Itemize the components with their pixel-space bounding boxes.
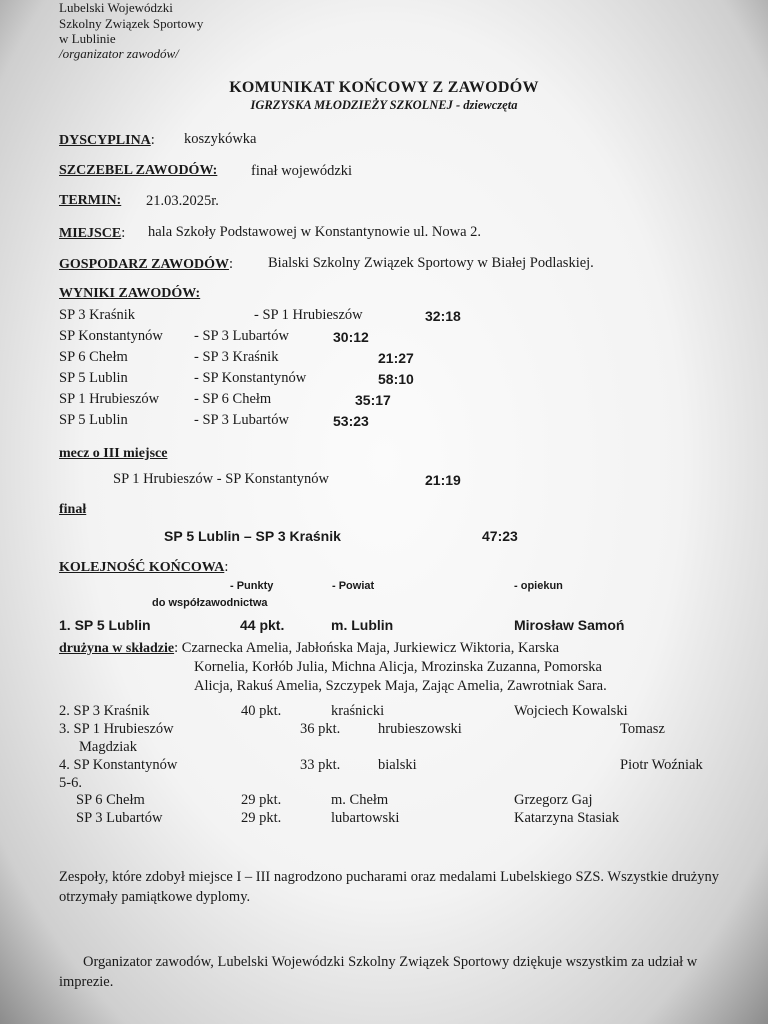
host-value: Bialski Szkolny Związek Sportowy w Białej Podlaskiej. bbox=[268, 255, 594, 271]
document-subtitle: IGRZYSKA MŁODZIEŻY SZKOLNEJ - dziewczęta bbox=[250, 98, 518, 112]
third-place-label: mecz o III miejsce bbox=[59, 446, 168, 461]
result-score: 58:10 bbox=[378, 371, 414, 387]
header-district: - Powiat bbox=[332, 580, 375, 592]
host-label: GOSPODARZ ZAWODÓW bbox=[59, 257, 229, 272]
field-discipline bbox=[59, 131, 155, 149]
result-home: SP 3 Kraśnik bbox=[59, 307, 135, 323]
result-home: SP 6 Chełm bbox=[59, 349, 128, 365]
organizer-line-1: Lubelski Wojewódzki bbox=[59, 0, 173, 15]
standing-place: 4. SP Konstantynów bbox=[59, 757, 178, 773]
standing-place: SP 6 Chełm bbox=[76, 792, 145, 808]
document-title: KOMUNIKAT KOŃCOWY Z ZAWODÓW bbox=[229, 79, 539, 96]
result-score: 53:23 bbox=[333, 413, 369, 429]
result-score: 30:12 bbox=[333, 329, 369, 345]
standing-district: lubartowski bbox=[331, 810, 400, 826]
header-points-sub: do współzawodnictwa bbox=[152, 597, 268, 609]
final-match: SP 5 Lublin – SP 3 Kraśnik bbox=[164, 528, 341, 544]
discipline-value: koszykówka bbox=[184, 131, 257, 147]
team-label: drużyna w składzie bbox=[59, 641, 175, 656]
team-members-2: Kornelia, Korłób Julia, Michna Alicja, Mrozinska Zuzanna, Pomorska bbox=[194, 659, 602, 675]
standing-coach: Grzegorz Gaj bbox=[514, 792, 593, 808]
standing-place: 3. SP 1 Hrubieszów bbox=[59, 721, 174, 737]
standing-place: SP 3 Lubartów bbox=[76, 810, 163, 826]
organizer-line-2: Szkolny Związek Sportowy bbox=[59, 16, 204, 31]
result-away: - SP 3 Kraśnik bbox=[194, 349, 279, 365]
organizer-line-3: w Lublinie bbox=[59, 31, 116, 46]
date-label: TERMIN: bbox=[59, 193, 122, 208]
level-value: finał wojewódzki bbox=[251, 163, 353, 179]
standing-district: bialski bbox=[378, 757, 417, 773]
field-place bbox=[59, 224, 125, 242]
result-away: - SP 1 Hrubieszów bbox=[254, 307, 363, 323]
team-line-1 bbox=[59, 640, 559, 657]
standing-district: hrubieszowski bbox=[378, 721, 462, 737]
team-members-3: Alicja, Rakuś Amelia, Szczypek Maja, Zając Amelia, Zawrotniak Sara. bbox=[194, 678, 607, 694]
place-label: MIEJSCE bbox=[59, 226, 122, 241]
standing-points: 33 pkt. bbox=[300, 757, 341, 773]
discipline-colon: : bbox=[150, 132, 155, 148]
result-home: SP 5 Lublin bbox=[59, 370, 128, 386]
field-host bbox=[59, 255, 233, 273]
standings-heading bbox=[59, 558, 228, 576]
standing-place: 2. SP 3 Kraśnik bbox=[59, 703, 150, 719]
winner-points: 44 pkt. bbox=[240, 617, 285, 633]
result-home: SP Konstantynów bbox=[59, 328, 163, 344]
standing-coach: Piotr Woźniak bbox=[620, 757, 703, 773]
level-label: SZCZEBEL ZAWODÓW: bbox=[59, 163, 218, 178]
organizer-line-4: /organizator zawodów/ bbox=[59, 46, 179, 61]
standing-coach: Wojciech Kowalski bbox=[514, 703, 628, 719]
winner-place: 1. SP 5 Lublin bbox=[59, 617, 151, 633]
standing-points: 36 pkt. bbox=[300, 721, 341, 737]
results-label: WYNIKI ZAWODÓW: bbox=[59, 286, 201, 301]
result-away: - SP 3 Lubartów bbox=[194, 328, 289, 344]
standing-points: 40 pkt. bbox=[241, 703, 282, 719]
place-colon: : bbox=[121, 225, 126, 241]
team-colon: : bbox=[174, 640, 179, 656]
closing-paragraph-thanks: Organizator zawodów, Lubelski Wojewódzki Szkolny Związek Sportowy dziękuje wszystkim za udział w imprezie. bbox=[59, 954, 698, 990]
result-home: SP 1 Hrubieszów bbox=[59, 391, 160, 407]
host-colon: : bbox=[228, 256, 233, 272]
standing-coach-cont: Magdziak bbox=[79, 739, 137, 755]
result-score: 35:17 bbox=[355, 392, 391, 408]
header-points: - Punkty bbox=[230, 580, 274, 592]
winner-district: m. Lublin bbox=[331, 617, 394, 633]
standing-district: m. Chełm bbox=[331, 792, 389, 808]
third-place-score: 21:19 bbox=[425, 472, 461, 488]
result-away: - SP 3 Lubartów bbox=[194, 412, 289, 428]
standings-label: KOLEJNOŚĆ KOŃCOWA bbox=[59, 560, 225, 575]
closing-paragraph-awards: Zespoły, które zdobył miejsce I – III nagrodzono pucharami oraz medalami Lubelskiego SZS. Wszystkie drużyny otrzymały pamiątkowe dyplomy. bbox=[59, 869, 719, 905]
final-score: 47:23 bbox=[482, 528, 518, 544]
standing-district: kraśnicki bbox=[331, 703, 385, 719]
standing-points: 29 pkt. bbox=[241, 792, 282, 808]
final-label: finał bbox=[59, 502, 87, 517]
result-score: 32:18 bbox=[425, 308, 461, 324]
header-coach: - opiekun bbox=[514, 580, 563, 592]
place-value: hala Szkoły Podstawowej w Konstantynowie ul. Nowa 2. bbox=[148, 224, 482, 240]
standing-shared-place: 5-6. bbox=[59, 775, 82, 791]
third-place-match: SP 1 Hrubieszów - SP Konstantynów bbox=[113, 471, 330, 487]
standing-coach: Tomasz bbox=[620, 721, 665, 737]
winner-coach: Mirosław Samoń bbox=[514, 617, 625, 633]
discipline-label: DYSCYPLINA bbox=[59, 133, 151, 148]
result-away: - SP Konstantynów bbox=[194, 370, 307, 386]
standing-points: 29 pkt. bbox=[241, 810, 282, 826]
team-members-1: Czarnecka Amelia, Jabłońska Maja, Jurkiewicz Wiktoria, Karska bbox=[181, 640, 560, 656]
result-home: SP 5 Lublin bbox=[59, 412, 128, 428]
standings-colon: : bbox=[224, 559, 229, 575]
result-away: - SP 6 Chełm bbox=[194, 391, 272, 407]
result-score: 21:27 bbox=[378, 350, 414, 366]
date-value: 21.03.2025r. bbox=[146, 193, 219, 209]
standing-coach: Katarzyna Stasiak bbox=[514, 810, 620, 826]
